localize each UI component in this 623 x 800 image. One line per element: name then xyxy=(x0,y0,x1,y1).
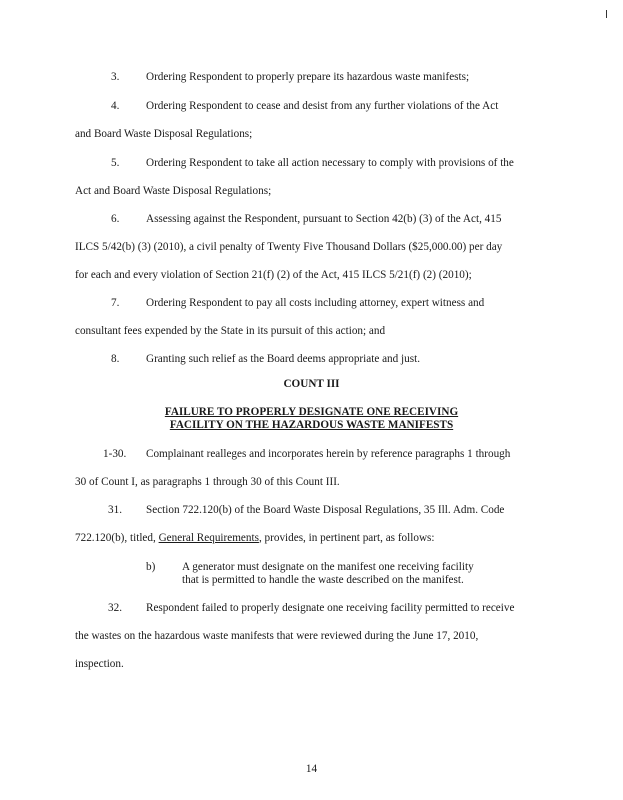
item-6-line-2: ILCS 5/42(b) (3) (2010), a civil penalty of Twenty Five Thousand Dollars ($25,000.00) per day xyxy=(75,241,503,253)
item-7-line-2: consultant fees expended by the State in its pursuit of this action; and xyxy=(75,325,386,337)
page-number: 14 xyxy=(305,763,318,775)
count-title: COUNT III xyxy=(283,378,340,390)
item-8-text: Granting such relief as the Board deems appropriate and just. xyxy=(146,353,421,365)
para-31-number: 31. xyxy=(108,504,122,516)
para-32-number: 32. xyxy=(108,602,122,614)
quote-line-1: A generator must designate on the manifest one receiving facility xyxy=(182,561,474,573)
para-1-30-line-1: Complainant realleges and incorporates herein by reference paragraphs 1 through xyxy=(146,448,511,460)
para-31-line-2-prefix: 722.120(b), titled, xyxy=(75,532,156,544)
count-heading-line-1: FAILURE TO PROPERLY DESIGNATE ONE RECEIVING xyxy=(164,406,459,418)
item-7-line-1: Ordering Respondent to pay all costs including attorney, expert witness and xyxy=(146,297,485,309)
para-31-line-2 xyxy=(75,531,435,545)
item-6-line-3: for each and every violation of Section 21(f) (2) of the Act, 415 ILCS 5/21(f) (2) (2010); xyxy=(75,269,472,281)
para-31-line-1: Section 722.120(b) of the Board Waste Disposal Regulations, 35 Ill. Adm. Code xyxy=(146,504,505,516)
general-requirements-title: General Requirements xyxy=(158,532,259,544)
item-8-number: 8. xyxy=(111,353,120,365)
quote-line-2: that is permitted to handle the waste described on the manifest. xyxy=(182,574,464,586)
item-7-number: 7. xyxy=(111,297,120,309)
item-3-text: Ordering Respondent to properly prepare its hazardous waste manifests; xyxy=(146,71,470,83)
para-32-line-3: inspection. xyxy=(75,658,124,670)
item-4-line-1: Ordering Respondent to cease and desist from any further violations of the Act xyxy=(146,100,499,112)
margin-mark xyxy=(606,10,607,18)
count-heading-line-2: FACILITY ON THE HAZARDOUS WASTE MANIFESTS xyxy=(169,419,454,431)
item-4-line-2: and Board Waste Disposal Regulations; xyxy=(75,128,253,140)
item-5-number: 5. xyxy=(111,157,120,169)
para-32-line-1: Respondent failed to properly designate one receiving facility permitted to receive xyxy=(146,602,515,614)
item-6-number: 6. xyxy=(111,213,120,225)
para-32-line-2: the wastes on the hazardous waste manifests that were reviewed during the June 17, 2010, xyxy=(75,630,479,642)
para-1-30-number: 1-30. xyxy=(103,448,127,460)
para-31-line-2-suffix: , provides, in pertinent part, as follows: xyxy=(258,532,435,544)
item-4-number: 4. xyxy=(111,100,120,112)
item-5-line-1: Ordering Respondent to take all action necessary to comply with provisions of the xyxy=(146,157,514,169)
item-5-line-2: Act and Board Waste Disposal Regulations; xyxy=(75,185,272,197)
quote-label: b) xyxy=(146,561,156,573)
item-3-number: 3. xyxy=(111,71,120,83)
para-1-30-line-2: 30 of Count I, as paragraphs 1 through 30 of this Count III. xyxy=(75,476,340,488)
item-6-line-1: Assessing against the Respondent, pursuant to Section 42(b) (3) of the Act, 415 xyxy=(146,213,502,225)
